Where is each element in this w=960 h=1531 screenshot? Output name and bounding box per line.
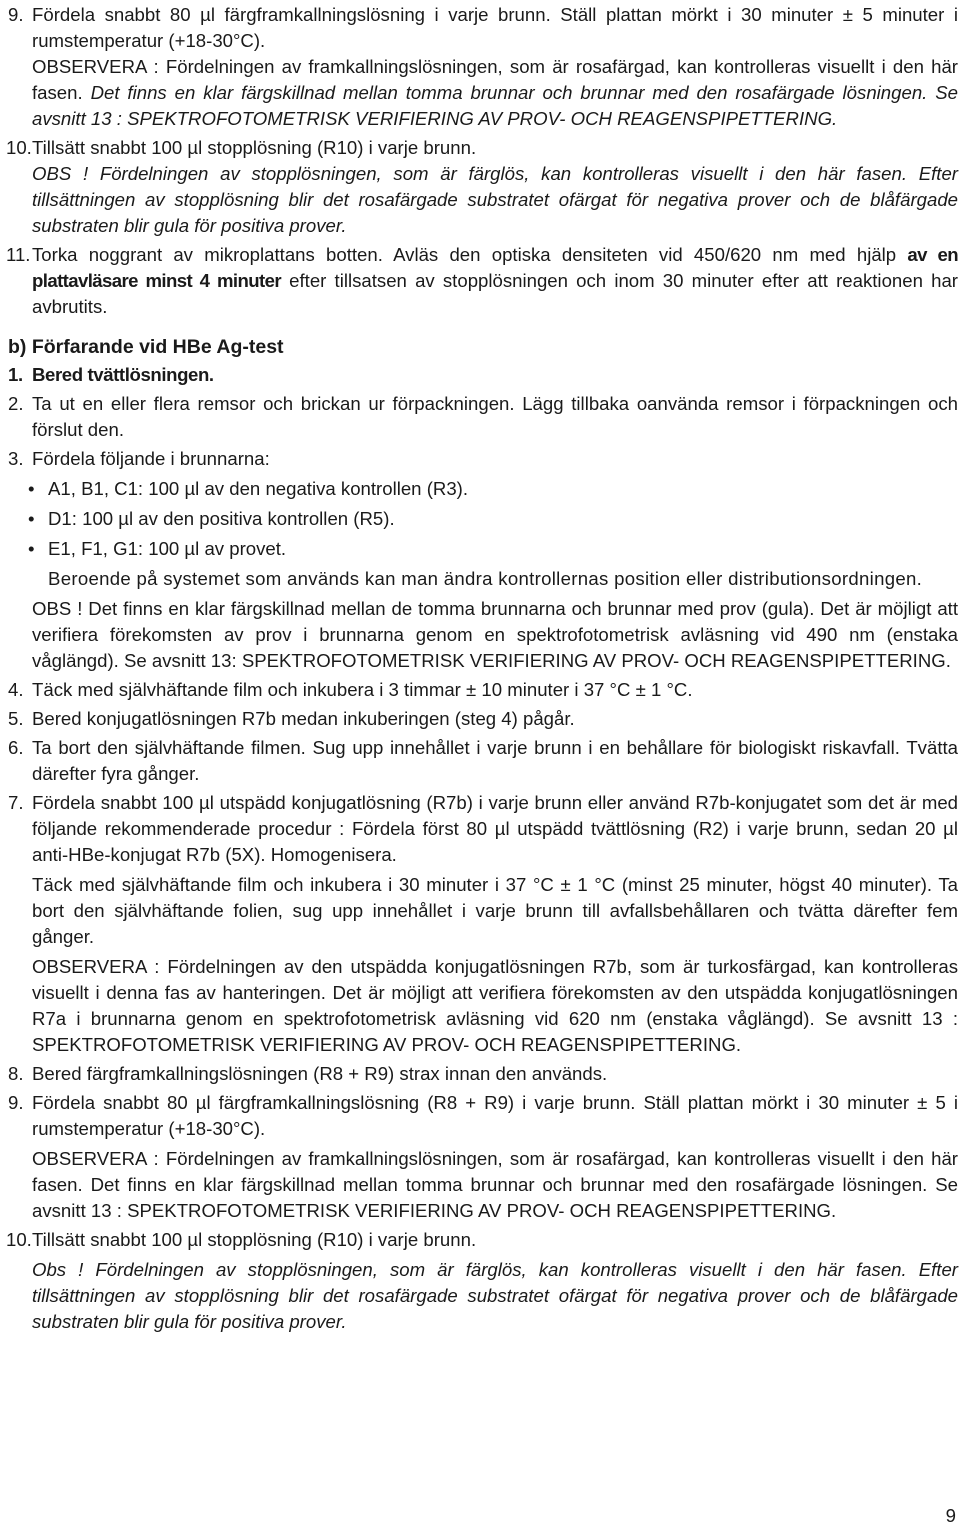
step-text: Fördela snabbt 80 µl färgframkallningslösning i varje brunn. Ställ plattan mörkt i 30 minuter ± 5 minuter i rumstemperatur (+18-30°C). [32, 4, 958, 51]
bullet-item [8, 476, 958, 502]
step-1 [8, 362, 958, 388]
step-text [32, 242, 958, 320]
step-number: 2. [8, 393, 24, 414]
step-number: 1. [8, 364, 23, 385]
step-11 [8, 242, 958, 320]
step-note [32, 54, 958, 132]
step-8 [8, 1061, 958, 1087]
step-3 [8, 446, 958, 472]
step-2 [8, 391, 958, 443]
note-observera: OBSERVERA : Fördelningen av framkallningslösningen, som är rosafärgad, kan kontrolleras visuellt i den här fasen. [32, 56, 958, 103]
step-number: 10. [6, 1229, 32, 1250]
step-number: 9. [8, 4, 24, 25]
step-note: Obs ! Fördelningen av stopplösningen, som är färglös, kan kontrolleras visuellt i den här fasen. Efter tillsättningen av stopplösning blir det rosafärgade substratet ofärgat för negativa prover och de blåfärgade substraten blir gula för positiva prover. [32, 1259, 958, 1332]
step-text-a: Torka noggrant av mikroplattans botten. Avläs den optiska densiteten vid 450/620 nm med hjälp [32, 244, 897, 265]
step-text: Tillsätt snabbt 100 µl stopplösning (R10) i varje brunn. [32, 1229, 477, 1250]
step-text: Bered tvättlösningen. [32, 364, 214, 385]
step-text: Bered färgframkallningslösningen (R8 + R9) strax innan den används. [32, 1063, 608, 1084]
step-10b [8, 1227, 958, 1335]
step-number: 10. [6, 137, 32, 158]
bullet-note: Beroende på systemet som används kan man ändra kontrollernas position eller distributionsordningen. [48, 568, 923, 589]
step-text: Täck med självhäftande film och inkubera i 3 timmar ± 10 minuter i 37 °C ± 1 °C. [32, 679, 693, 700]
bullet-text: D1: 100 µl av den positiva kontrollen (R5). [48, 508, 395, 529]
note-reference: Se avsnitt 13 : SPEKTROFOTOMETRISK VERIFIERING AV PROV- OCH REAGENSPIPETTERING. [32, 82, 958, 129]
step-number: 9. [8, 1092, 24, 1113]
step-note: OBS ! Fördelningen av stopplösningen, som är färglös, kan kontrolleras visuellt i den här fasen. Efter tillsättningen av stopplösning blir det rosafärgade substratet ofärgat för negativa prover och de blåfärgade substraten blir gula för positiva prover. [32, 163, 958, 236]
step-4 [8, 677, 958, 703]
page-number: 9 [945, 1505, 956, 1526]
bullet-text: A1, B1, C1: 100 µl av den negativa kontrollen (R3). [48, 478, 469, 499]
step-number: 8. [8, 1063, 24, 1084]
step-text: Fördela snabbt 80 µl färgframkallningslösning (R8 + R9) i varje brunn. Ställ plattan mörkt i 30 minuter ± 5 i rumstemperatur (+18-30°C). [32, 1092, 958, 1139]
step-text-continued: Täck med självhäftande film och inkubera i 30 minuter i 37 °C ± 1 °C (minst 25 minuter, högst 40 minuter). Ta bort den självhäftande folien, sug upp innehållet i varje brunn till avfallsbehållaren och tvätta därefter fem gånger. [32, 874, 958, 947]
step-6 [8, 735, 958, 787]
step-10 [8, 135, 958, 239]
step-text: Ta ut en eller flera remsor och brickan ur förpackningen. Lägg tillbaka oanvända remsor i förpackningen och förslut den. [32, 393, 958, 440]
step-text: Bered konjugatlösningen R7b medan inkuberingen (steg 4) pågår. [32, 708, 575, 729]
step-9 [8, 2, 958, 132]
bullet-icon: • [28, 538, 35, 559]
section-heading: b) Förfarande vid HBe Ag-test [8, 336, 284, 358]
step-7 [8, 790, 958, 1058]
step-note: OBS ! Det finns en klar färgskillnad mellan de tomma brunnarna och brunnar med prov (gula). Det är möjligt att verifiera förekomsten av prov i brunnarna genom en spektrofotometrisk avläsning vid 490 nm (enstaka våglängd). Se avsnitt 13: SPEKTROFOTOMETRISK VERIFIERING AV PROV- OCH REAGENSPIPETTERING. [32, 598, 958, 671]
bullet-icon: • [28, 508, 35, 529]
step-number: 4. [8, 679, 24, 700]
step-text-b: efter tillsatsen av stopplösningen och inom 30 minuter efter att reaktionen har avbrutits. [32, 270, 958, 317]
document-page [8, 0, 958, 1335]
step-text: Fördela följande i brunnarna: [32, 448, 270, 469]
bullet-icon: • [28, 478, 35, 499]
step-number: 3. [8, 448, 24, 469]
step-note: OBSERVERA : Fördelningen av framkallningslösningen, som är rosafärgad, kan kontrolleras visuellt i den här fasen. Det finns en klar färgskillnad mellan tomma brunnar och brunnar med den rosafärgade lösningen. Se avsnitt 13 : SPEKTROFOTOMETRISK VERIFIERING AV PROV- OCH REAGENSPIPETTERING. [32, 1148, 958, 1221]
step-number: 11. [6, 244, 31, 265]
step-number: 6. [8, 737, 24, 758]
bullet-text: E1, F1, G1: 100 µl av provet. [48, 538, 287, 559]
step-text: Ta bort den självhäftande filmen. Sug upp innehållet i varje brunn i en behållare för biologiskt riskavfall. Tvätta därefter fyra gånger. [32, 737, 958, 784]
step-text: Fördela snabbt 100 µl utspädd konjugatlösning (R7b) i varje brunn eller använd R7b-konjugatet som det är med följande rekommenderade procedur : Fördela först 80 µl utspädd tvättlösning (R2) i varje brunn, sedan 20 µl anti-HBe-konjugat R7b (5X). Homogenisera. [32, 792, 958, 865]
bullet-item [8, 536, 958, 562]
note-italic: Det finns en klar färgskillnad mellan tomma brunnar och brunnar med den rosafärgade lösningen. [90, 82, 928, 103]
step-5 [8, 706, 958, 732]
step-text: Tillsätt snabbt 100 µl stopplösning (R10) i varje brunn. [32, 137, 477, 158]
step-number: 7. [8, 792, 24, 813]
step-text-bold: av en plattavläsare minst 4 minuter [32, 244, 959, 291]
step-number: 5. [8, 708, 24, 729]
step-9b [8, 1090, 958, 1224]
bullet-item [8, 506, 958, 532]
step-note: OBSERVERA : Fördelningen av den utspädda konjugatlösningen R7b, som är turkosfärgad, kan kontrolleras visuellt i denna fas av hanteringen. Det är möjligt att verifiera förekomsten av den utspädda konjugatlösningen R7a i brunnarna genom en spektrofotometrisk avläsning vid 620 nm (enstaka våglängd). Se avsnitt 13 : SPEKTROFOTOMETRISK VERIFIERING AV PROV- OCH REAGENSPIPETTERING. [32, 956, 958, 1055]
